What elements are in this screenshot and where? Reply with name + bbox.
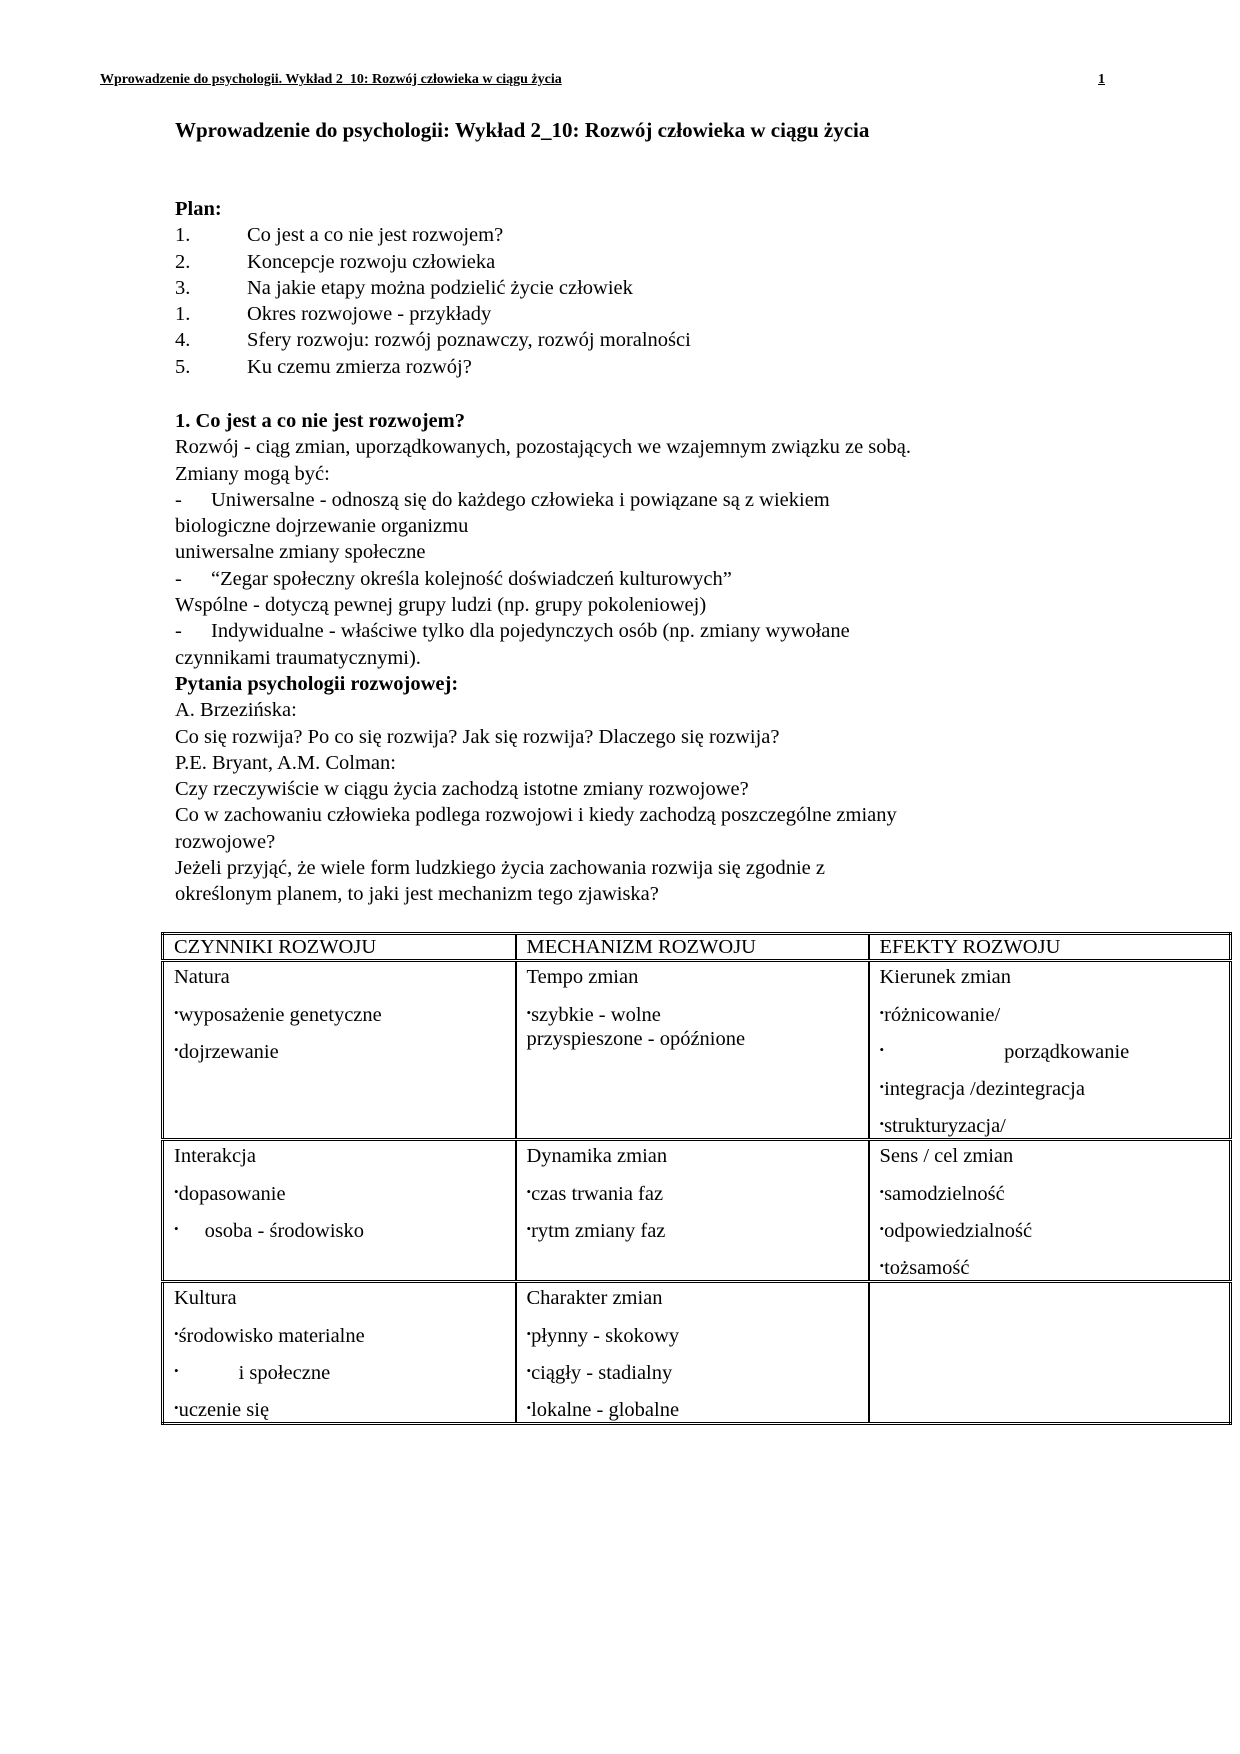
plan-item-text: Ku czemu zmierza rozwój? [247,355,472,378]
bullet-item: •ciągły - stadialny [526,1362,673,1384]
plan-item-text: Koncepcje rozwoju człowieka [247,250,496,273]
list-item [175,618,911,644]
table-row [163,1140,1231,1282]
author-bryant-colman: P.E. Bryant, A.M. Colman: [175,751,396,774]
bullet-item: •czas trwania faz [526,1183,664,1205]
bullet-item: • porządkowanie [879,1041,1130,1063]
bullet-item: •dopasowanie [174,1183,286,1205]
running-header [100,72,1105,88]
bullet-icon: • [526,1363,532,1378]
individual-text-continued: czynnikami traumatycznymi). [175,646,421,669]
bullet-icon: • [879,1221,885,1236]
column-header-effects: EFEKTY ROZWOJU [869,934,1231,961]
table-cell [163,1282,516,1424]
table-cell [516,1282,869,1424]
column-header-mechanism: MECHANIZM ROZWOJU [516,934,869,961]
cell-title: Sens / cel zmian [879,1145,1014,1167]
table-cell [869,961,1231,1140]
table-cell [516,961,869,1140]
table-cell [163,1140,516,1282]
cell-title: Kierunek zmian [879,966,1011,988]
bullet-icon: • [879,1042,885,1057]
plan-item [175,222,691,248]
bullet-item: •integracja /dezintegracja [879,1078,1085,1100]
bullet-icon: • [879,1079,885,1094]
bullet-icon: • [879,1258,885,1273]
questions-heading: Pytania psychologii rozwojowej: [175,672,459,695]
table-row [163,961,1231,1140]
plan-item [175,249,691,275]
bio-text: biologiczne dojrzewanie organizmu [175,515,469,538]
bullet-item: •tożsamość [879,1257,970,1279]
bullet-item: •różnicowanie/ [879,1004,1001,1026]
question-line: Co w zachowaniu człowieka podlega rozwojowi i kiedy zachodzą poszczególne zmiany [175,804,897,827]
cell-title: Dynamika zmian [526,1145,668,1167]
bullet-icon: • [526,1184,532,1199]
individual-text: Indywidualne - właściwe tylko dla pojedynczych osób (np. zmiany wywołane [211,620,850,643]
bullet-icon: • [174,1042,179,1057]
common-text: Wspólne - dotyczą pewnej grupy ludzi (np. grupy pokoleniowej) [175,594,707,617]
bullet-item: •środowisko materialne [174,1325,365,1347]
bullet-icon: • [879,1116,885,1131]
bullet-icon: • [526,1326,532,1341]
question-line: Jeżeli przyjąć, że wiele form ludzkiego życia zachowania rozwija się zgodnie z [175,857,825,880]
running-title: Wprowadzenie do psychologii. Wykład 2_10: Rozwój człowieka w ciągu życia [100,72,562,87]
development-table [161,932,1232,1425]
plan-item-number: 2. [175,250,191,273]
cell-title: Charakter zmian [526,1287,663,1309]
cell-title: Kultura [174,1287,237,1309]
bullet-icon: • [174,1005,179,1020]
bullet-icon: • [526,1005,532,1020]
bullet-item: • osoba - środowisko [174,1220,364,1242]
cell-title: Natura [174,966,230,988]
question-line: Co się rozwija? Po co się rozwija? Jak się rozwija? Dlaczego się rozwija? [175,725,780,748]
page-number: 1 [1098,72,1105,87]
bullet-item: • i społeczne [174,1362,331,1384]
plan-item [175,301,691,327]
list-item [175,566,911,592]
clock-text: “Zegar społeczny określa kolejność doświadczeń kulturowych” [211,567,732,590]
bullet-item: •odpowiedzialność [879,1220,1033,1242]
column-header-factors: CZYNNIKI ROZWOJU [163,934,516,961]
question-line: Czy rzeczywiście w ciągu życia zachodzą istotne zmiany rozwojowe? [175,778,749,801]
document-title: Wprowadzenie do psychologii: Wykład 2_10: Rozwój człowieka w ciągu życia [175,118,870,142]
bullet-item: •uczenie się [174,1399,270,1421]
definition-text: Rozwój - ciąg zmian, uporządkowanych, pozostających we wzajemnym związku ze sobą. [175,436,912,459]
plan-item-text: Sfery rozwoju: rozwój poznawczy, rozwój moralności [247,329,691,352]
table-header-row [163,934,1231,961]
bullet-item: •wyposażenie genetyczne [174,1004,382,1026]
plan-item [175,275,691,301]
dash-marker: - [175,567,182,590]
plan-item-number: 4. [175,329,191,352]
bullet-icon: • [879,1184,885,1199]
cell-title: Interakcja [174,1145,256,1167]
bullet-icon: • [174,1400,179,1415]
bullet-item: •płynny - skokowy [526,1325,680,1347]
changes-intro: Zmiany mogą być: [175,462,330,485]
plan-item-text: Okres rozwojowe - przykłady [247,303,492,326]
social-text: uniwersalne zmiany społeczne [175,541,426,564]
bullet-item: •rytm zmiany faz [526,1220,666,1242]
universal-text: Uniwersalne - odnoszą się do każdego człowieka i powiązane są z wiekiem [211,488,830,511]
bullet-item: •dojrzewanie [174,1041,279,1063]
bullet-item: •samodzielność [879,1183,1005,1205]
cell-title: Tempo zmian [526,966,639,988]
bullet-icon: • [174,1184,179,1199]
question-line: określonym planem, to jaki jest mechanizm tego zjawiska? [175,883,659,906]
plan-item-number: 5. [175,355,191,378]
bullet-item: •lokalne - globalne [526,1399,680,1421]
plan-item [175,327,691,353]
question-line: rozwojowe? [175,830,276,853]
plan-heading: Plan: [175,198,222,220]
author-brzezinska: A. Brzezińska: [175,699,297,722]
list-item [175,487,911,513]
bullet-item: •szybkie - wolne przyspieszone - opóźnione [526,1004,746,1050]
plan-section [175,196,691,380]
plan-item-text: Na jakie etapy można podzielić życie człowiek [247,276,633,299]
plan-item-text: Co jest a co nie jest rozwojem? [247,224,504,247]
bullet-icon: • [879,1005,885,1020]
plan-item-number: 1. [175,224,191,247]
plan-item [175,354,691,380]
bullet-icon: • [526,1400,532,1415]
table-cell [869,1140,1231,1282]
bullet-icon: • [174,1363,179,1378]
bullet-item: •strukturyzacja/ [879,1115,1006,1137]
table-cell [163,961,516,1140]
bullet-icon: • [526,1221,532,1236]
bullet-icon: • [174,1326,179,1341]
plan-item-number: 1. [175,303,191,326]
plan-item-number: 3. [175,276,191,299]
dash-marker: - [175,488,182,511]
section-development [175,408,911,908]
table-cell-empty [869,1282,1231,1424]
section-heading: 1. Co jest a co nie jest rozwojem? [175,410,465,432]
table-row [163,1282,1231,1424]
table-cell [516,1140,869,1282]
dash-marker: - [175,620,182,643]
bullet-icon: • [174,1221,179,1236]
